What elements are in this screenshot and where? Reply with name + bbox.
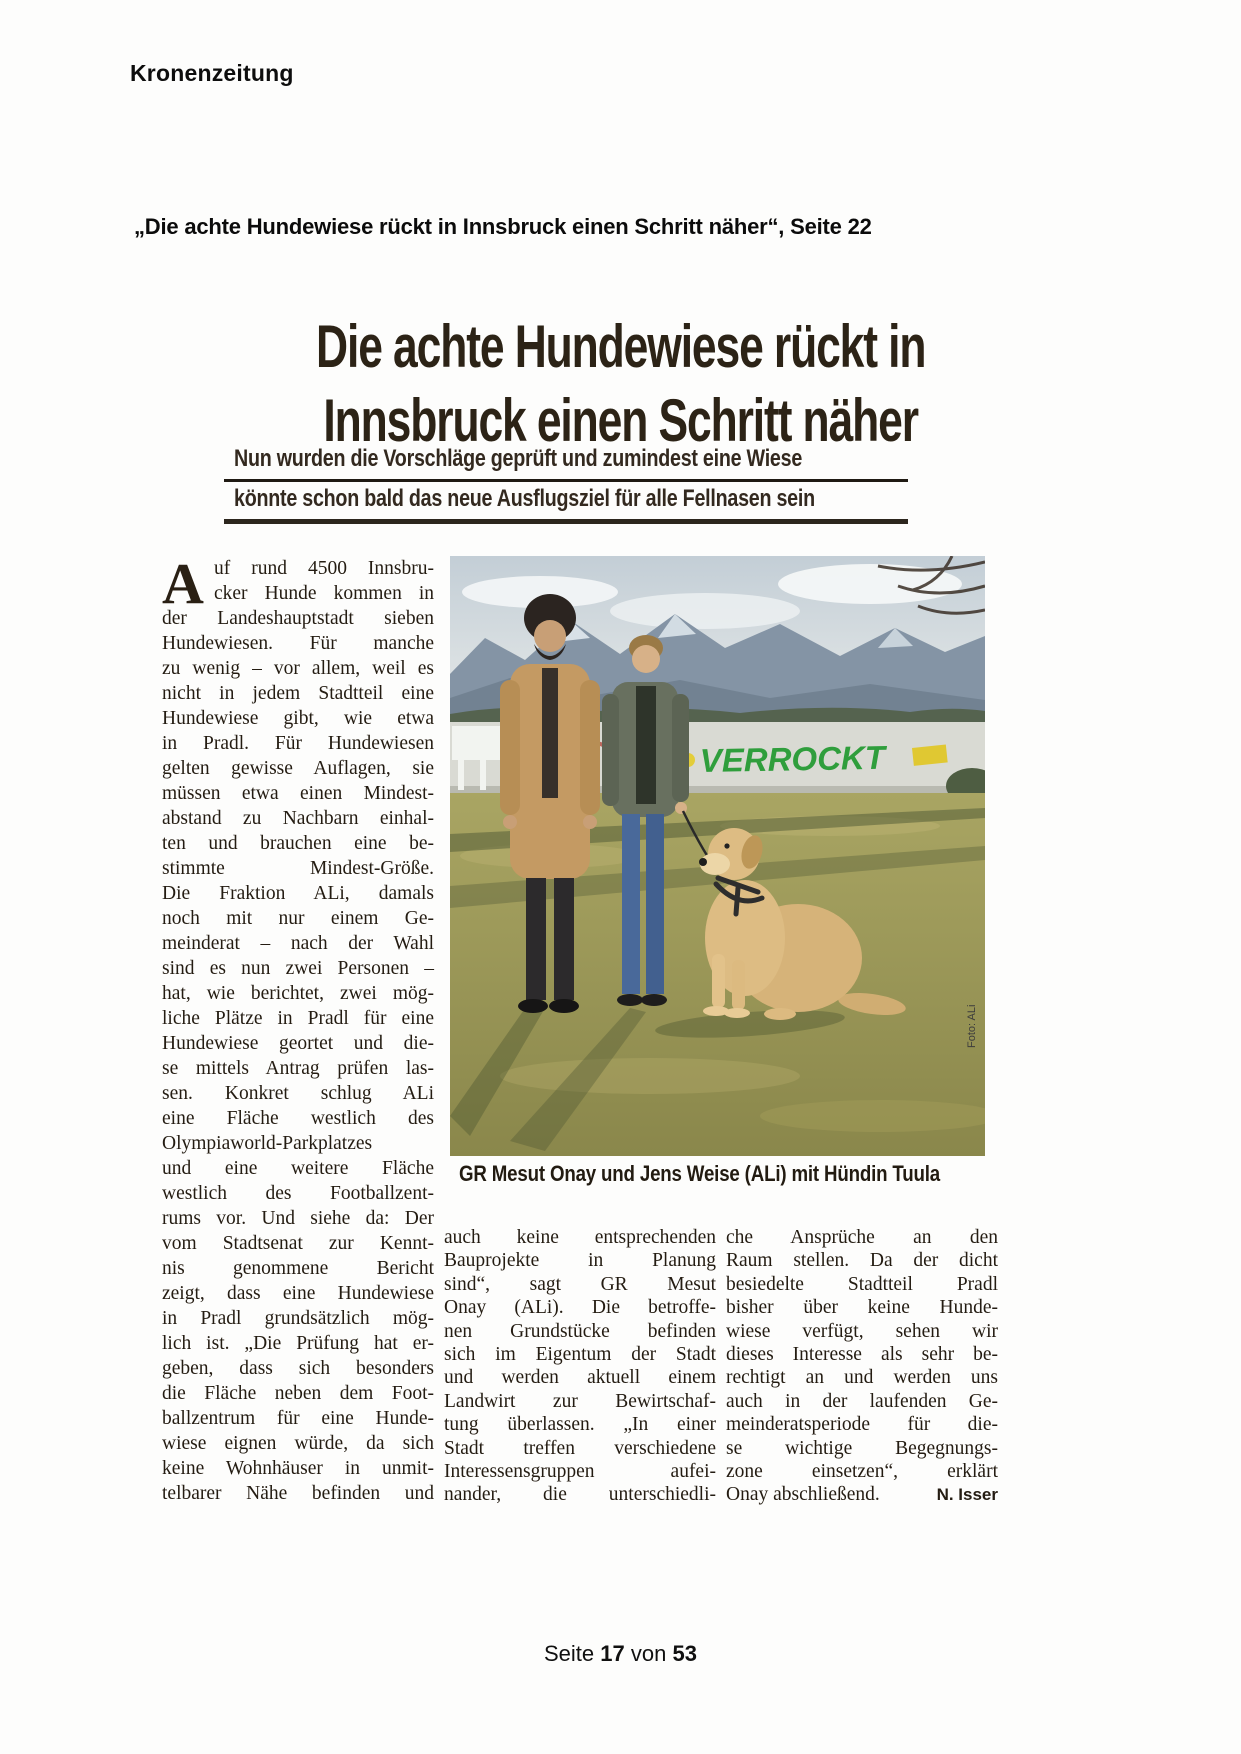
graffiti-text: VERROCKT	[699, 738, 886, 779]
body-line: nis genommene Bericht	[162, 1258, 434, 1279]
body-line: nander, die unterschiedli-	[444, 1484, 716, 1506]
body-line: nen Grundstücke befinden	[444, 1320, 716, 1342]
body-line: Landwirt zur Bewirtschaf-	[444, 1390, 716, 1412]
body-line: sich im Eigentum der Stadt	[444, 1344, 716, 1366]
body-line: der Landeshauptstadt sieben	[162, 608, 434, 629]
reference-line: „Die achte Hundewiese rückt in Innsbruck einen Schritt näher“, Seite 22	[134, 214, 872, 239]
photo-caption-text: GR Mesut Onay und Jens Weise (ALi) mit Hündin Tuula	[459, 1161, 941, 1186]
body-line: Interessensgruppen aufei-	[444, 1461, 716, 1483]
body-line: sind es nun zwei Personen –	[162, 958, 434, 979]
body-line: zone einsetzen“, erklärt	[726, 1461, 998, 1483]
body-line: telbarer Nähe befinden und	[162, 1483, 434, 1504]
body-line: wiese verfügt, sehen wir	[726, 1320, 998, 1342]
body-line: und eine weitere Fläche	[162, 1158, 434, 1179]
closing-text: Onay abschließend.	[726, 1484, 880, 1506]
body-line: meinderat – nach der Wahl	[162, 933, 434, 954]
body-column-3	[726, 1226, 998, 1507]
footer-total-pages: 53	[672, 1641, 697, 1666]
headline-line-1	[160, 313, 1081, 392]
body-line: nicht in jedem Stadtteil eine	[162, 683, 434, 704]
body-line: rums vor. Und siehe da: Der	[162, 1208, 434, 1229]
body-line: Olympiaworld-Parkplatzes	[162, 1133, 373, 1154]
body-line: se mittels Antrag prüfen las-	[162, 1058, 434, 1079]
body-line: Hundewiese geortet und die-	[162, 1033, 434, 1054]
body-line: und werden aktuell einem	[444, 1367, 716, 1389]
body-line: besiedelte Stadtteil Pradl	[726, 1273, 998, 1295]
body-line: sen. Konkret schlug ALi	[162, 1083, 434, 1104]
body-line: cker Hunde kommen in	[214, 583, 434, 604]
column-2-lines	[444, 1226, 716, 1507]
body-line: vom Stadtsenat zur Kennt-	[162, 1233, 434, 1254]
body-line: Raum stellen. Da der dicht	[726, 1250, 998, 1272]
body-line: Onay (ALi). Die betroffe-	[444, 1297, 716, 1319]
body-line: abstand zu Nachbarn einhal-	[162, 808, 434, 829]
article-photo	[450, 556, 985, 1156]
article-subhead	[224, 444, 908, 524]
body-line: in Pradl grundsätzlich mög-	[162, 1308, 434, 1329]
body-line: rechtigt an und werden uns	[726, 1367, 998, 1389]
photo-caption	[459, 1161, 986, 1187]
body-line: geben, dass sich besonders	[162, 1358, 434, 1379]
body-line: keine Wohnhäuser in unmit-	[162, 1458, 434, 1479]
closing-line	[726, 1483, 998, 1506]
body-line: wiese eignen würde, da sich	[162, 1433, 434, 1454]
body-line: ballzentrum für eine Hunde-	[162, 1408, 434, 1429]
photo-illustration	[450, 556, 985, 1156]
body-line: zu wenig – vor allem, weil es	[162, 658, 434, 679]
page-footer	[0, 1641, 1241, 1667]
body-line: in Pradl. Für Hundewiesen	[162, 733, 434, 754]
subhead-line-1-text: Nun wurden die Vorschläge geprüft und zumindest eine Wiese	[234, 445, 803, 472]
photo-credit: Foto: ALi	[966, 1004, 978, 1048]
column-3-lines	[726, 1226, 998, 1483]
footer-word-page: Seite	[544, 1641, 595, 1666]
body-line: Hundewiesen. Für manche	[162, 633, 434, 654]
body-line: müssen etwa einen Mindest-	[162, 783, 434, 804]
body-line: bisher über keine Hunde-	[726, 1297, 998, 1319]
body-line: auch keine entsprechenden	[444, 1227, 716, 1248]
body-line: tung überlassen. „In einer	[444, 1414, 716, 1436]
body-line: Stadt treffen verschiedene	[444, 1437, 716, 1459]
body-line: auch in der laufenden Ge-	[726, 1390, 998, 1412]
body-line: Bauprojekte in Planung	[444, 1250, 716, 1272]
footer-word-of: von	[630, 1641, 667, 1666]
body-line: westlich des Footballzent-	[162, 1183, 434, 1204]
body-line: liche Plätze in Pradl für eine	[162, 1008, 434, 1029]
body-column-1	[162, 551, 434, 1506]
source-label: Kronenzeitung	[130, 60, 294, 86]
body-line: die Fläche neben dem Foot-	[162, 1383, 434, 1404]
column-1-lines	[162, 551, 434, 1506]
author-byline: N. Isser	[936, 1485, 998, 1505]
body-line: sind“, sagt GR Mesut	[444, 1273, 716, 1295]
headline-line-2-text: Innsbruck einen Schritt näher	[323, 387, 918, 454]
body-line: meinderatsperiode für die-	[726, 1414, 998, 1436]
body-line: zeigt, dass eine Hundewiese	[162, 1283, 434, 1304]
drop-cap: A	[162, 551, 204, 616]
body-column-2	[444, 1226, 716, 1507]
footer-page-number: 17	[600, 1641, 625, 1666]
body-line: ten und brauchen eine be-	[162, 833, 434, 854]
body-line: eine Fläche westlich des	[162, 1108, 434, 1129]
headline-line-1-text: Die achte Hundewiese rückt in	[315, 313, 926, 380]
body-line: se wichtige Begegnungs-	[726, 1437, 998, 1459]
body-line: noch mit nur einem Ge-	[162, 908, 434, 929]
subhead-line-2-text: könnte schon bald das neue Ausflugsziel für alle Fellnasen sein	[234, 485, 815, 512]
subhead-line-2	[224, 484, 908, 524]
subhead-line-1	[224, 444, 908, 482]
body-line: lich ist. „Die Prüfung hat er-	[162, 1333, 434, 1354]
body-line: hat, wie berichtet, zwei mög-	[162, 983, 434, 1004]
body-line: Die Fraktion ALi, damals	[162, 883, 434, 904]
body-line: Hundewiese gibt, wie etwa	[162, 708, 434, 729]
body-line: uf rund 4500 Innsbru-	[214, 558, 434, 579]
body-line: stimmte Mindest-Größe.	[162, 858, 434, 879]
body-line: dieses Interesse als sehr be-	[726, 1344, 998, 1366]
body-line: gelten gewisse Auflagen, sie	[162, 758, 434, 779]
body-line: che Ansprüche an den	[726, 1227, 998, 1248]
